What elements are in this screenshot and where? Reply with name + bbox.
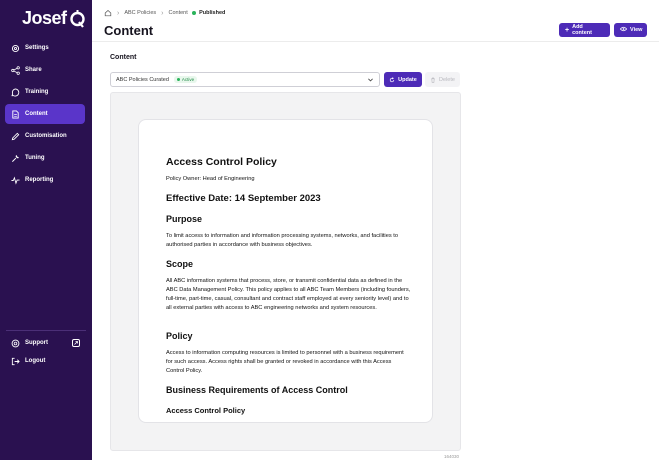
support-icon — [11, 339, 20, 348]
effective-date: Effective Date: 14 September 2023 — [166, 193, 321, 204]
sidebar-item-label: Logout — [25, 358, 46, 364]
sidebar-item-label: Training — [25, 89, 49, 95]
logout-icon — [11, 357, 20, 366]
scope-heading: Scope — [166, 259, 194, 269]
gear-icon — [11, 44, 20, 53]
add-content-button[interactable] — [559, 23, 610, 37]
sidebar-item-label: Content — [25, 111, 48, 117]
requirements-heading: Business Requirements of Access Control — [166, 385, 348, 395]
plus-icon: + — [565, 26, 570, 34]
sidebar-item-content[interactable] — [5, 104, 85, 124]
share-icon — [11, 66, 20, 75]
chat-icon — [11, 88, 20, 97]
eye-icon — [620, 26, 627, 34]
document-title: Access Control Policy — [166, 156, 277, 168]
sidebar-item-customisation[interactable] — [5, 126, 85, 146]
sidebar-item-settings[interactable] — [5, 38, 85, 58]
trash-icon — [430, 77, 436, 83]
document-icon — [11, 110, 20, 119]
update-button[interactable] — [384, 72, 422, 87]
breadcrumb-separator-icon: › — [161, 9, 164, 17]
active-badge — [174, 76, 197, 83]
document-preview[interactable] — [138, 119, 433, 423]
delete-button[interactable] — [425, 72, 460, 87]
breadcrumb — [104, 9, 225, 17]
content-select[interactable] — [110, 72, 380, 87]
purpose-text: To limit access to information and information processing systems, networks, and facilities to authorised parties in accordance with business objectives. — [166, 233, 399, 248]
home-icon[interactable] — [104, 9, 112, 17]
header-divider — [92, 41, 659, 42]
sidebar-item-label: Support — [25, 340, 48, 346]
breadcrumb-separator-icon: › — [117, 9, 120, 17]
sidebar — [0, 0, 92, 460]
view-button[interactable] — [614, 23, 647, 37]
character-count: 164030 — [444, 454, 460, 459]
view-label: View — [630, 27, 643, 33]
sidebar-item-training[interactable] — [5, 82, 85, 102]
logo[interactable] — [22, 8, 85, 29]
pen-icon — [11, 132, 20, 141]
purpose-heading: Purpose — [166, 214, 203, 224]
sidebar-item-label: Customisation — [25, 133, 67, 139]
delete-label: Delete — [439, 76, 455, 83]
sidebar-item-tuning[interactable] — [5, 148, 85, 168]
chevron-down-icon — [367, 76, 374, 83]
sidebar-item-label: Settings — [25, 45, 49, 51]
sidebar-item-share[interactable] — [5, 60, 85, 80]
sidebar-item-reporting[interactable] — [5, 170, 85, 190]
status-dot — [177, 78, 180, 81]
page-title: Content — [104, 23, 154, 38]
policy-text: Access to information computing resources is limited to personnel with a business requirement for such access. Access rights shall be granted or revoked in accordance with this Access Control Policy. — [166, 350, 404, 374]
section-label: Content — [110, 54, 137, 61]
external-link-icon[interactable] — [72, 339, 80, 347]
sidebar-item-logout[interactable] — [5, 351, 85, 371]
scope-text: All ABC information systems that process, store, or transmit confidential data as defined in the ABC Data Management Policy. This policy applies to all ABC Team Members (including founders, full-time, part-time, casual, consultant and contract staff employed at every seniority level) and to all external parties with access to ABC engineering networks and system resources. — [166, 278, 411, 311]
policy-heading: Policy — [166, 331, 193, 341]
sidebar-divider — [6, 330, 86, 331]
sidebar-item-label: Share — [25, 67, 42, 73]
select-value: ABC Policies Curated — [116, 76, 169, 83]
status-published: Published — [199, 10, 226, 16]
sidebar-item-label: Reporting — [25, 177, 54, 183]
policy-owner: Policy Owner: Head of Engineering — [166, 176, 255, 182]
logo-mark-icon — [70, 9, 85, 29]
pulse-icon — [11, 176, 20, 185]
status-dot — [192, 11, 196, 15]
badge-label: Active — [181, 77, 195, 82]
breadcrumb-abc-policies[interactable]: ABC Policies — [124, 10, 157, 16]
logo-text: Josef — [22, 8, 67, 28]
access-control-subheading: Access Control Policy — [166, 406, 246, 415]
breadcrumb-content[interactable]: Content — [168, 10, 188, 16]
refresh-icon — [389, 77, 395, 83]
wrench-icon — [11, 154, 20, 163]
add-content-label: Add content — [572, 24, 592, 36]
sidebar-item-label: Tuning — [25, 155, 45, 161]
update-label: Update — [398, 76, 417, 83]
